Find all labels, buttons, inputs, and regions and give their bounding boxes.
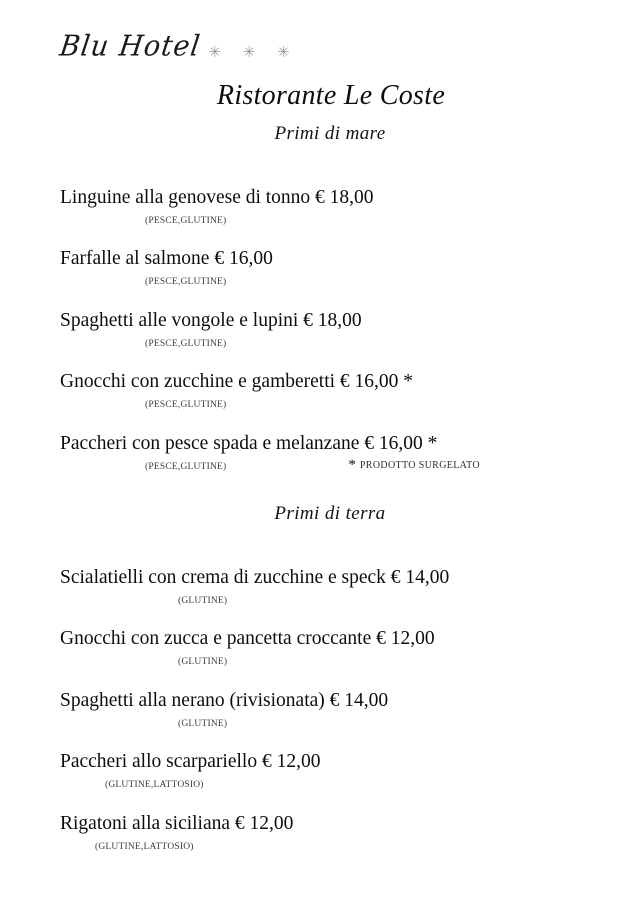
menu-items-primi-di-mare [0,186,640,493]
menu-item-name: Spaghetti alla nerano (rivisionata) € 14,00 [60,689,389,711]
menu-item [0,247,640,288]
hotel-brand [57,30,299,64]
frozen-product-footnote [0,455,640,474]
menu-item-name: Gnocchi con zucca e pancetta croccante € 12,00 [60,628,435,650]
menu-item [0,750,640,791]
menu-item-allergens: (PESCE,GLUTINE) [145,400,227,411]
menu-item-name: Linguine alla genovese di tonno € 18,00 [60,187,374,208]
menu-item [0,566,640,607]
menu-item-name: Gnocchi con zucchine e gamberetti € 16,00 * [60,371,414,393]
menu-item-name: Paccheri allo scarpariello € 12,00 [60,751,321,773]
menu-items-primi-di-terra [0,566,640,873]
menu-item-allergens: (GLUTINE) [178,596,228,606]
menu-item-allergens: (GLUTINE) [178,657,228,668]
menu-item-allergens: (PESCE,GLUTINE) [145,277,227,288]
menu-item [0,370,640,411]
menu-item [0,689,640,730]
menu-item-name: Spaghetti alle vongole e lupini € 18,00 [60,309,362,331]
menu-item-allergens: (PESCE,GLUTINE) [145,461,227,472]
hotel-star-rating-icon: ✳ ✳ ✳ [208,45,299,61]
section-heading-primi-di-mare: Primi di mare [274,123,386,144]
menu-item [0,186,640,227]
menu-item [0,309,640,350]
frozen-product-footnote-text: PRODOTTO SURGELATO [359,460,480,471]
menu-item-allergens: (GLUTINE) [178,718,228,729]
section-heading-primi-di-terra: Primi di terra [274,503,386,524]
asterisk-icon: * [348,457,356,473]
menu-item-name: Rigatoni alla siciliana € 12,00 [60,812,294,834]
menu-item [0,627,640,668]
menu-item-allergens: (PESCE,GLUTINE) [145,338,227,349]
restaurant-title: Ristorante Le Coste [216,80,446,111]
menu-item-allergens: (GLUTINE,LATTOSIO) [95,841,194,852]
menu-item-name: Farfalle al salmone € 16,00 [60,248,273,270]
menu-item-name: Scialatielli con crema di zucchine e speck € 14,00 [60,567,450,588]
menu-item [0,812,640,853]
hotel-brand-name: Blu Hotel [57,30,203,64]
menu-item-allergens: (PESCE,GLUTINE) [145,216,227,226]
menu-item-allergens: (GLUTINE,LATTOSIO) [105,780,204,791]
menu-item-name: Paccheri con pesce spada e melanzane € 16,00 * [60,432,438,454]
